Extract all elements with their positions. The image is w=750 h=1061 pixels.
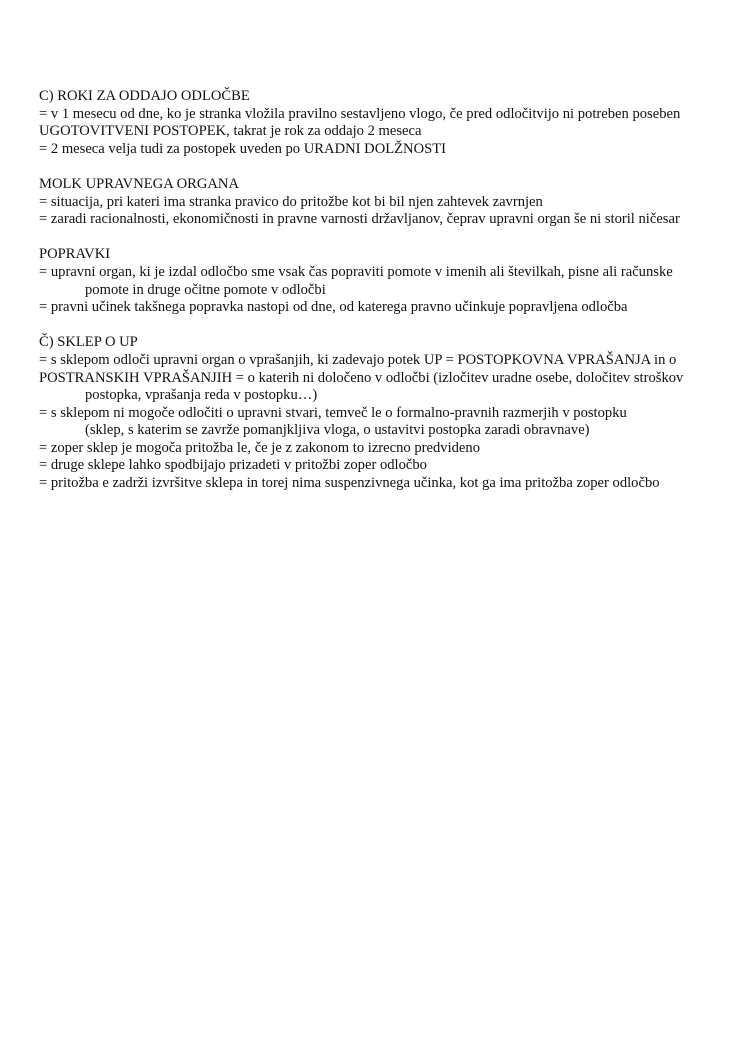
section-heading: POPRAVKI xyxy=(39,246,111,263)
text-line: = 2 meseca velja tudi za postopek uveden po URADNI DOLŽNOSTI xyxy=(39,140,447,157)
section-heading: C) ROKI ZA ODDAJO ODLOČBE xyxy=(39,88,250,104)
section xyxy=(39,334,729,492)
section-spacer xyxy=(39,229,729,247)
text-line: = situacija, pri kateri ima stranka pravico do pritožbe kot bi bil njen zahtevek zavrnjen xyxy=(39,193,543,210)
document-page xyxy=(39,88,729,493)
text-line: = zaradi racionalnosti, ekonomičnosti in pravne varnosti državljanov, čeprav upravni organ še ni storil ničesar xyxy=(39,211,680,228)
section-spacer xyxy=(39,317,729,335)
continuation-line: pomote in druge očitne pomote v odločbi xyxy=(85,281,326,298)
text-line: = druge sklepe lahko spodbijajo prizadeti v pritožbi zoper odločbo xyxy=(39,457,427,474)
text-line: = pritožba e zadrži izvršitve sklepa in torej nima suspenzivnega učinka, kot ga ima pritožba zoper odločbo xyxy=(39,475,660,492)
section xyxy=(39,246,729,316)
text-line: = upravni organ, ki je izdal odločbo sme vsak čas popraviti pomote v imenih ali številkah, pisne ali računske xyxy=(39,263,673,280)
section-spacer xyxy=(39,158,729,176)
text-line: = s sklepom ni mogoče odločiti o upravni stvari, temveč le o formalno-pravnih razmerjih v postopku xyxy=(39,404,627,421)
text-line: UGOTOVITVENI POSTOPEK, takrat je rok za oddajo 2 meseca xyxy=(39,123,422,140)
section xyxy=(39,176,729,229)
section xyxy=(39,88,729,158)
text-line: POSTRANSKIH VPRAŠANJIH = o katerih ni določeno v odločbi (izločitev uradne osebe, določitev stroškov xyxy=(39,369,684,386)
text-line: = v 1 mesecu od dne, ko je stranka vložila pravilno sestavljeno vlogo, če pred odločitvijo ni potreben poseben xyxy=(39,105,681,122)
section-heading: Č) SKLEP O UP xyxy=(39,334,138,351)
continuation-line: postopka, vprašanja reda v postopku…) xyxy=(85,387,318,404)
continuation-line: (sklep, s katerim se zavrže pomanjkljiva vloga, o ustavitvi postopka zaradi obravnave) xyxy=(85,422,590,439)
text-line: = s sklepom odloči upravni organ o vprašanjih, ki zadevajo potek UP = POSTOPKOVNA VPRAŠANJA in o xyxy=(39,351,677,368)
section-heading: MOLK UPRAVNEGA ORGANA xyxy=(39,175,240,192)
text-line: = zoper sklep je mogoča pritožba le, če je z zakonom to izrecno predvideno xyxy=(39,439,480,456)
text-line: = pravni učinek takšnega popravka nastopi od dne, od katerega pravno učinkuje popravljena odločba xyxy=(39,299,628,316)
